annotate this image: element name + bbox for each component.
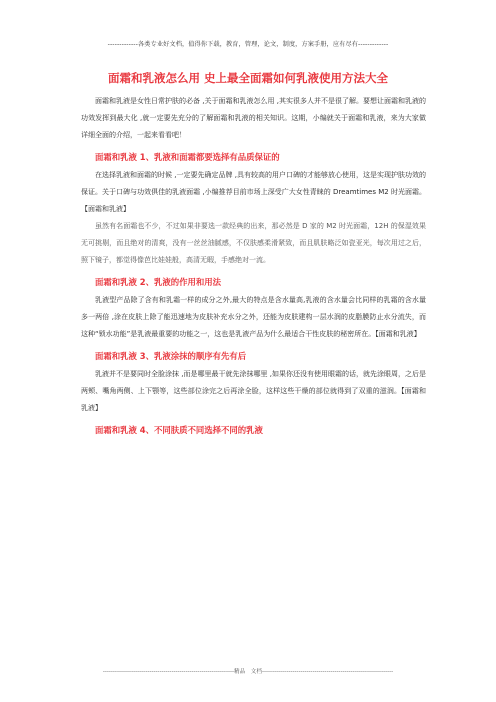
document-title: 面霜和乳液怎么用 史上最全面霜如何乳液使用方法大全: [107, 71, 388, 85]
section-3-paragraph: 乳液并不是要同时全脸涂抹 ,而是哪里最干就先涂抹哪里 ,如果你还没有使用眼霜的话，就先涂眼周，之后是两颊、嘴角两侧、上下颚等，这些部位涂完之后再涂全脸，这样这些干燥的部位就得到了双重的滋润。【面霜和乳液】: [81, 370, 426, 412]
page-footer-banner: -----------------------------------------------------------------精品 文档-----------------------------------------------------------------: [102, 669, 394, 675]
section-1-paragraph-2: 虽然有名面霜也不少，不过如果非要选一款经典的出来，那必然是 D 家的 M2 时光面霜，12H 的保湿效果无可挑剔，而且绝对的清爽，没有一丝丝油腻感，不仅肤感柔滑紧致，而且肌肤略泛如瓷亚光，每次用过之后，照下镜子，都觉得像芭比娃娃般，高清无暇，手感绝对一流。: [81, 222, 426, 264]
page-header-banner: -------------各类专业好文档，值得你下载，教育，管理，论文，制度，方案手册，应有尽有-------------: [107, 41, 389, 48]
section-heading-1: 面霜和乳液 1、乳液和面霜都要选择有品质保证的: [95, 152, 280, 162]
section-1-paragraph-1: 在选择乳液和面霜的时候 ,一定要先确定品牌 ,具有较高的用户口碑的才能够放心使用，这是实现护肤功效的保证。关于口碑与功效俱佳的乳液面霜 ,小编推荐目前市场上深受广大女性青睐的 Dreamtimes M2 时光面霜。【面霜和乳液】: [81, 171, 426, 213]
section-heading-4: 面霜和乳液 4、不同肤质不同选择不同的乳液: [95, 425, 263, 435]
intro-paragraph: 面霜和乳液是女性日常护肤的必备 ,关于面霜和乳液怎么用 ,其实很多人并不是很了解。要想让面霜和乳液的功效发挥到最大化 ,就一定要先充分的了解面霜和乳液的相关知识。这期，小编就关于面霜和乳液，来为大家做详细全面的介绍，一起来看看吧！: [81, 97, 426, 139]
section-heading-3: 面霜和乳液 3、乳液涂抹的顺序有先有后: [95, 351, 247, 361]
document-body: [81, 93, 426, 440]
section-2-paragraph: 乳液型产品除了含有和乳霜一样的成分之外,最大的特点是含水量高,乳液的含水量会比同样的乳霜的含水量多一两倍 ,涂在皮肤上除了能迅速地为皮肤补充水分之外，还能为皮肤建构一层水润的皮脂膜防止水分流失，而这种“锁水功能”是乳液最重要的功能之一，这也是乳液产品为什么最适合干性皮肤的秘密所在。【面霜和乳液】: [81, 296, 426, 338]
section-heading-2: 面霜和乳液 2、乳液的作用和用法: [95, 277, 221, 287]
